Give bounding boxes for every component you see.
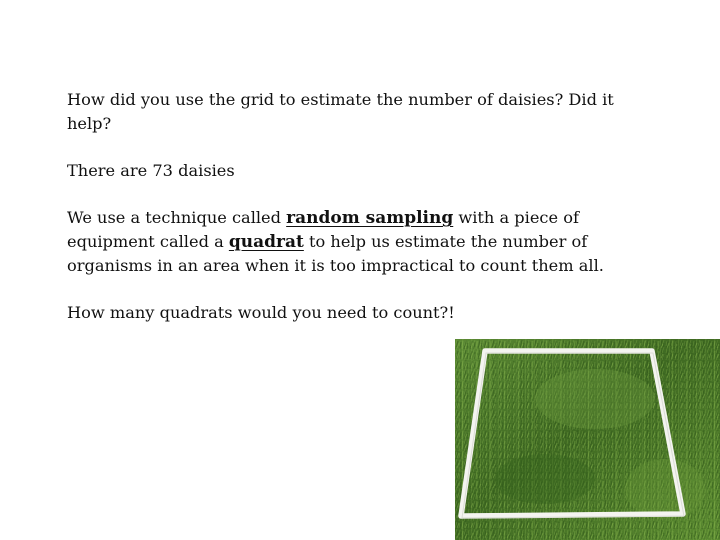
question-text: How did you use the grid to estimate the number of daisies? Did it help? (67, 90, 614, 133)
answer-text: There are 73 daisies (67, 161, 235, 180)
followup-question: How many quadrats would you need to count?! (67, 303, 455, 322)
term-random-sampling: random sampling (286, 208, 454, 228)
explanation-part-3: to help us estimate the number of organisms in an area when it is too impractical to count them all. (67, 232, 604, 275)
quadrat-photo-graphic (455, 339, 720, 540)
quadrat-photo (455, 339, 720, 540)
term-quadrat: quadrat (228, 232, 304, 252)
explanation-text (67, 206, 657, 278)
explanation-part-2: with a piece of equipment called a (67, 208, 579, 251)
slide-text (67, 88, 657, 348)
explanation-part-1: We use a technique called (67, 208, 287, 227)
